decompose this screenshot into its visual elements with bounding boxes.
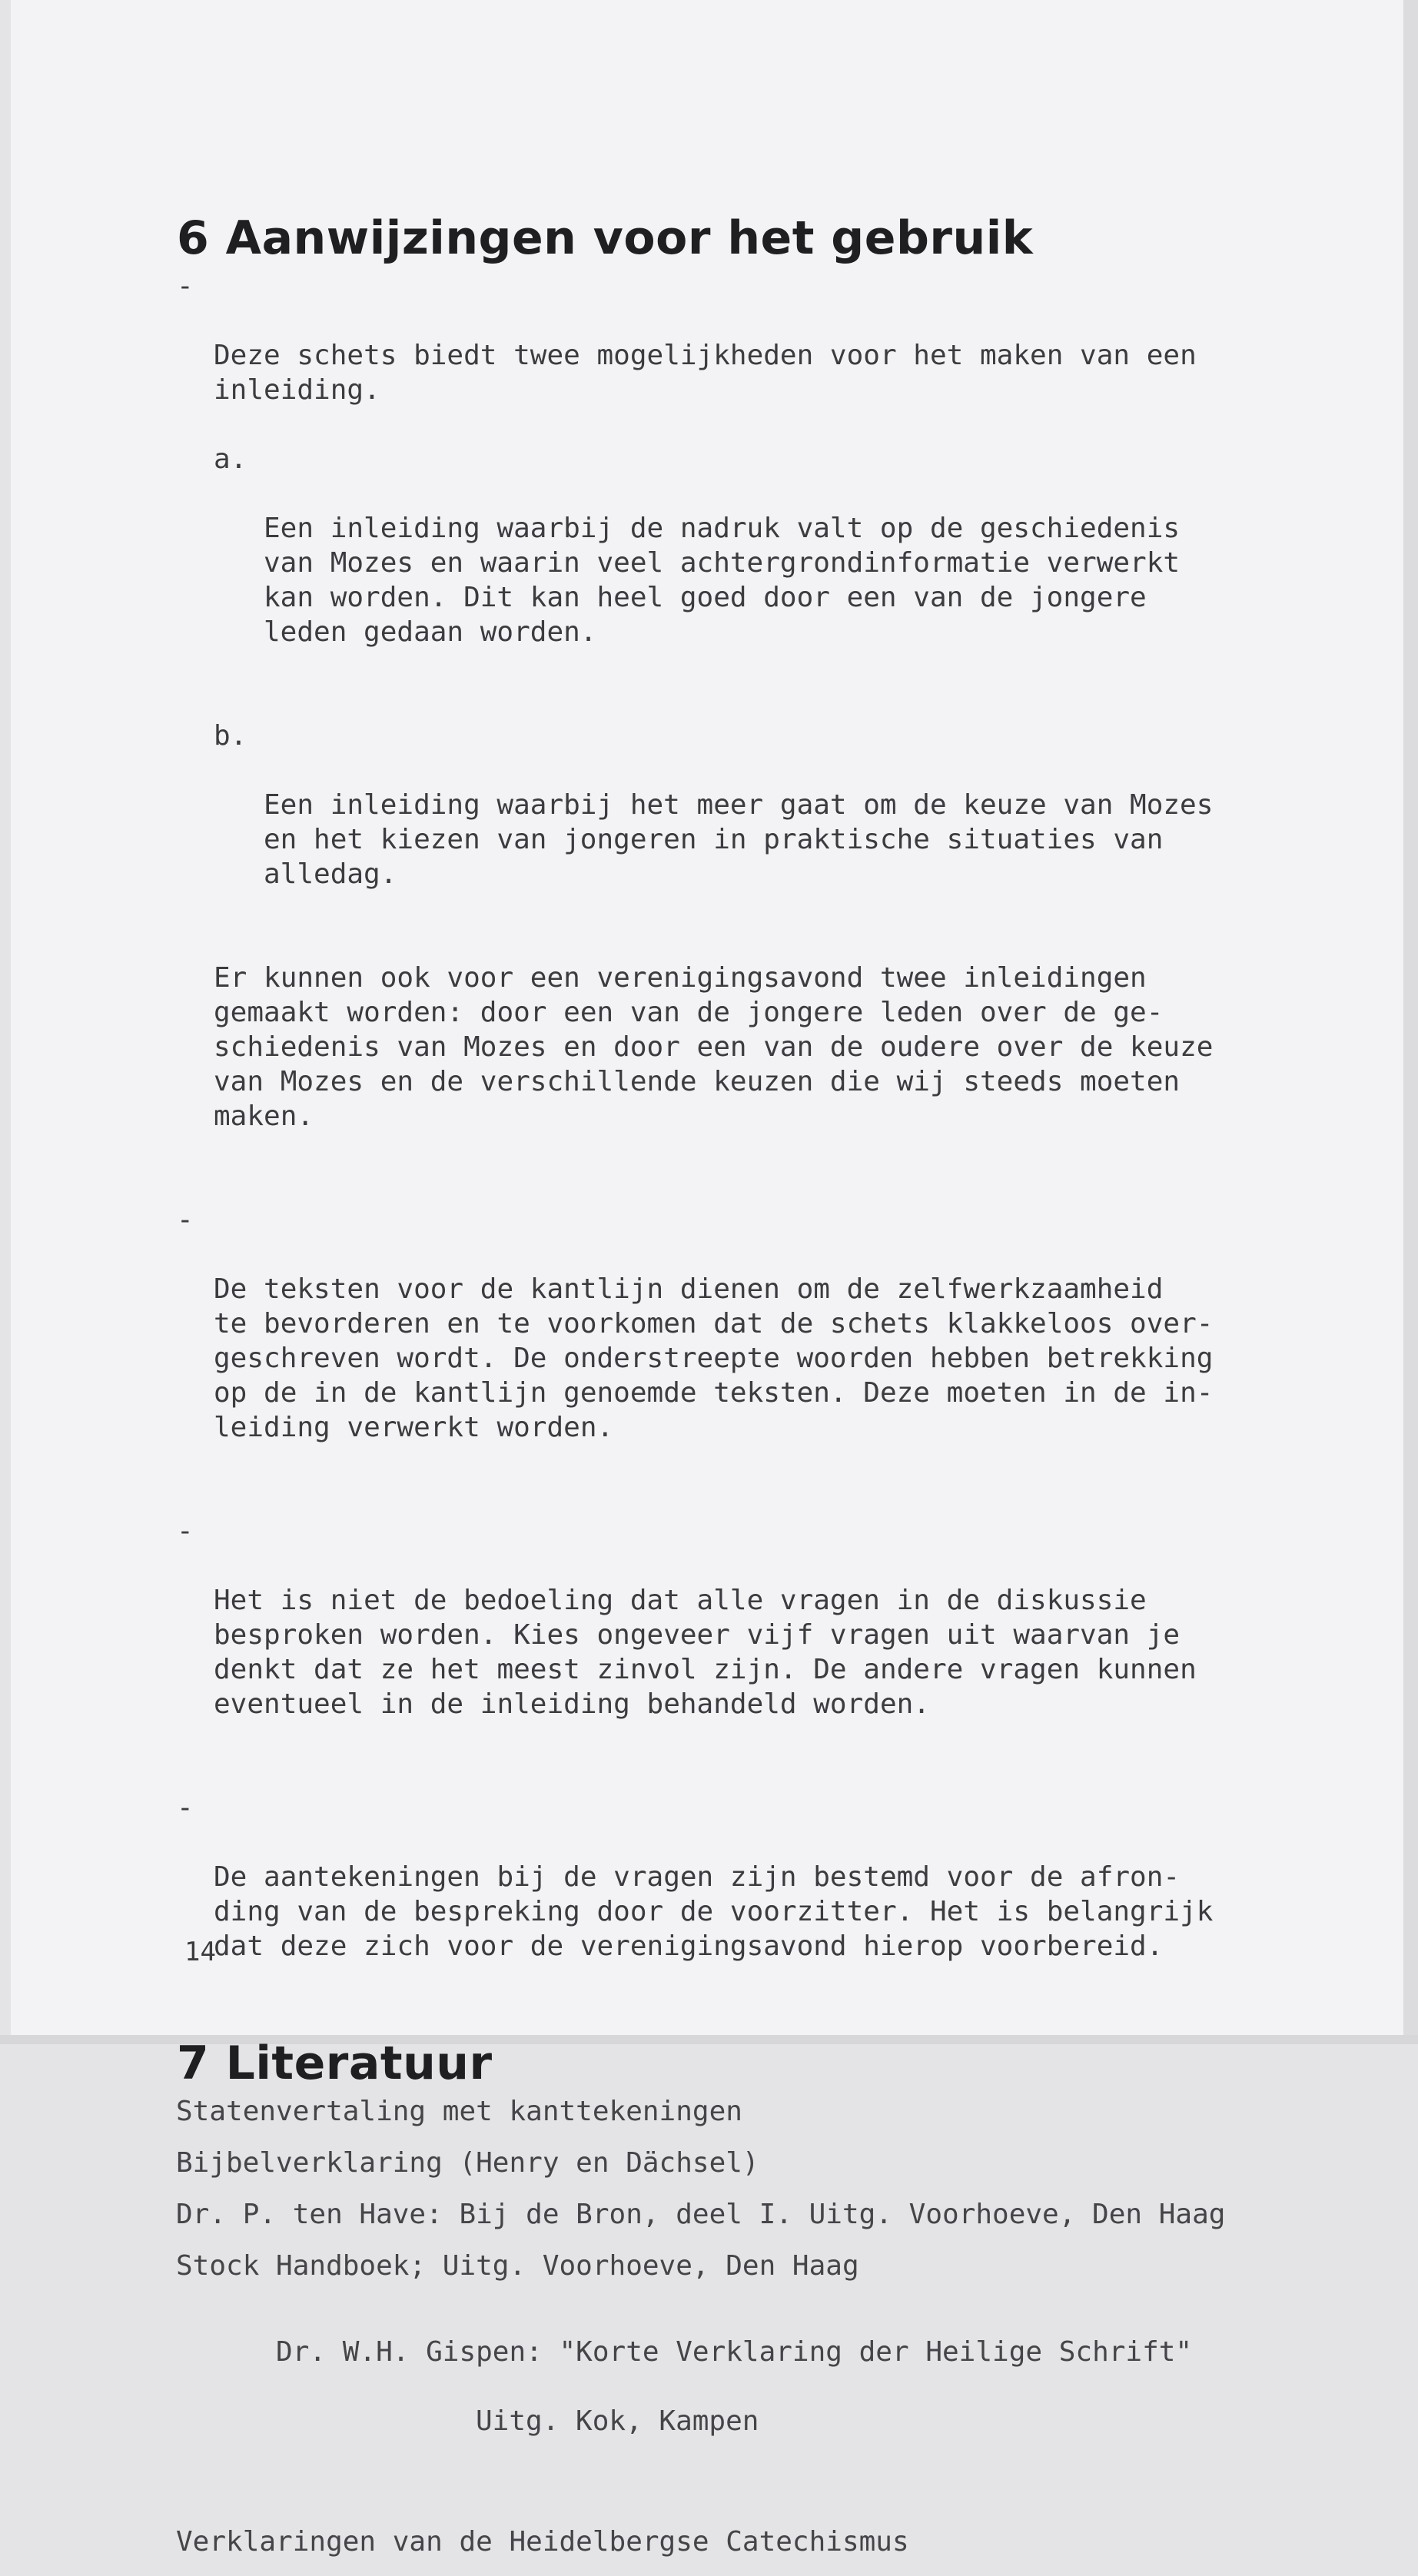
sub-item-marker: a. (214, 443, 247, 475)
section-heading-literatuur: 7 Literatuur (177, 2037, 493, 2090)
literature-item: Dr. P. ten Have: Bij de Bron, deel I. Uitg. Voorhoeve, Den Haag (176, 2199, 1226, 2230)
page-number: 14 (184, 1937, 216, 1967)
literature-item: Stock Handboek; Uitg. Voorhoeve, Den Haag (176, 2250, 859, 2282)
sub-item-text: Een inleiding waarbij de nadruk valt op de geschiedenis van Mozes en waarin veel achtergrondinformatie verwerkt kan worden. Dit kan heel goed door een van de jongere leden gedaan worden. (264, 513, 1181, 648)
literature-item (176, 2300, 1276, 2508)
sub-item-marker: b. (214, 720, 247, 752)
bullet-text: Er kunnen ook voor een verenigingsavond twee inleidingen gemaakt worden: door een van de jongere leden over de ge- schiedenis van Mozes en door een van de oudere over de keuze van Mozes en de verschillende keuzen die wij steeds moeten maken. (214, 962, 1214, 1132)
bullet-text: De aantekeningen bij de vragen zijn bestemd voor de afron- ding van de bespreking door de voorzitter. Het is belangrijk dat deze zich voor de verenigingsavond hierop voorbereid. (214, 1861, 1214, 1962)
bullet-text: Deze schets biedt twee mogelijkheden voor het maken van een inleiding. (214, 340, 1197, 406)
literature-list (177, 2094, 1276, 2559)
bullet-text: Het is niet de bedoeling dat alle vragen in de diskussie besproken worden. Kies ongeveer vijf vragen uit waarvan je denkt dat ze het meest zinvol zijn. De andere vragen kunnen eventueel in de inleiding behandeld worden. (214, 1585, 1197, 1720)
bullet-item (177, 1514, 1276, 1756)
literature-item: Bijbelverklaring (Henry en Dächsel) (176, 2147, 759, 2179)
bullet-item (177, 269, 1276, 1168)
section-heading-gebruik: 6 Aanwijzingen voor het gebruik (177, 211, 1034, 265)
bullet-dash: - (177, 1792, 194, 1824)
bullet-item (177, 1203, 1276, 1479)
literature-item: Verklaringen van de Heidelbergse Catechismus (176, 2526, 909, 2558)
bullet-dash: - (177, 271, 194, 302)
sub-item-b (214, 719, 1276, 926)
sub-item-a (214, 442, 1276, 684)
bullet-item (177, 1791, 1276, 1998)
page-content (177, 207, 1276, 2576)
sub-item-text: Een inleiding waarbij het meer gaat om de keuze van Mozes en het kiezen van jongeren in praktische situaties van alledag. (264, 789, 1214, 890)
literature-item-continuation: Uitg. Kok, Kampen (476, 2405, 759, 2437)
bullet-text: De teksten voor de kantlijn dienen om de zelfwerkzaamheid te bevorderen en te voorkomen dat de schets klakkeloos over- geschreven wordt. De onderstreepte woorden hebben betrekking op de in de kantlijn genoemde teksten. Deze moeten in de in- leiding verwerkt worden. (214, 1273, 1214, 1443)
page-edge-shadow (1403, 0, 1418, 2044)
literature-item-text: Dr. W.H. Gispen: "Korte Verklaring der Heilige Schrift" (276, 2336, 1193, 2368)
literature-item: Statenvertaling met kanttekeningen (176, 2096, 742, 2127)
bullet-dash: - (177, 1515, 194, 1547)
bullet-dash: - (177, 1204, 194, 1236)
